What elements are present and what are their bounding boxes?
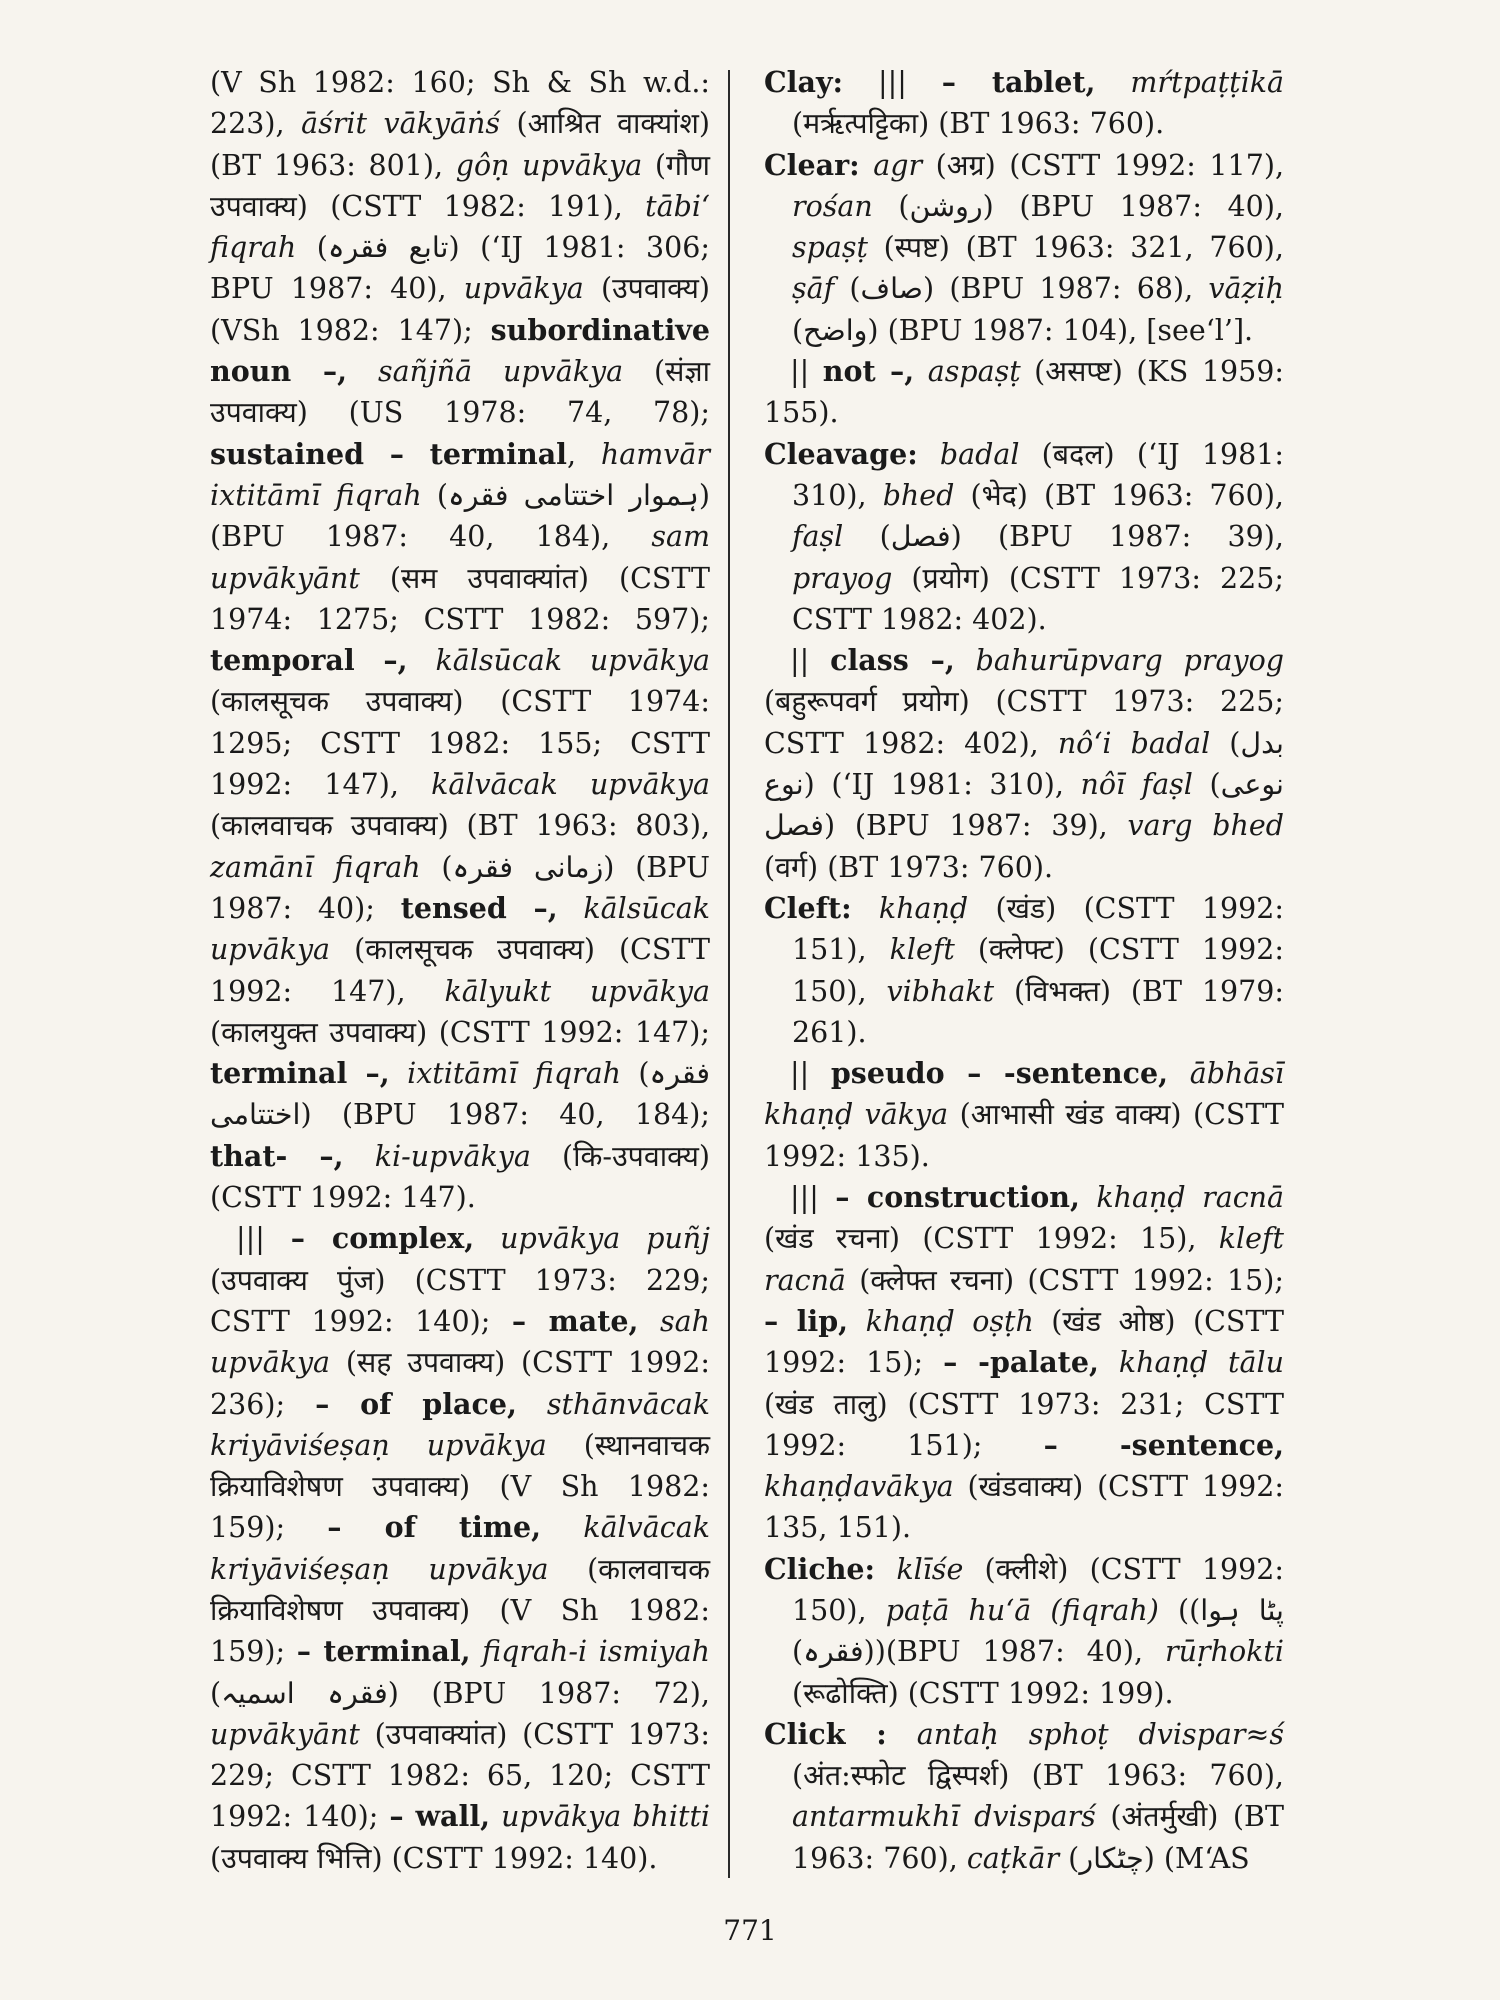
- left-column: [210, 62, 710, 1879]
- left-entry: (V Sh 1982: 160; Sh & Sh w.d.: 223), āśrit vākyāṅś (आश्रित वाक्यांश) (BT 1963: 801), gôṇ upvākya (गौण उपवाक्य) (CSTT 1982: 191), tābi‘ fiqrah (تابع فقرہ) (‘IJ 1981: 306; BPU 1987: 40), upvākya (उपवाक्य) (VSh 1982: 147); subordinative noun –, sañjñā upvākya (संज्ञा उपवाक्य) (US 1978: 74, 78); sustained – terminal, hamvār ixtitāmī fiqrah (ہموار اختتامی فقرہ) (BPU 1987: 40, 184), sam upvākyānt (सम उपवाक्यांत) (CSTT 1974: 1275; CSTT 1982: 597); temporal –, kālsūcak upvākya (कालसूचक उपवाक्य) (CSTT 1974: 1295; CSTT 1982: 155; CSTT 1992: 147), kālvācak upvākya (कालवाचक उपवाक्य) (BT 1963: 803), zamānī fiqrah (زمانی فقرہ) (BPU 1987: 40); tensed –, kālsūcak upvākya (कालसूचक उपवाक्य) (CSTT 1992: 147), kālyukt upvākya (कालयुक्त उपवाक्य) (CSTT 1992: 147); terminal –, ixtitāmī fiqrah (فقرہ اختتامی) (BPU 1987: 40, 184); that- –, ki-upvākya (कि-उपवाक्य) (CSTT 1992: 147).: [210, 66, 711, 1215]
- right-entry: || class –, bahurūpvarg prayog (बहुरूपवर्ग प्रयोग) (CSTT 1973: 225; CSTT 1982: 402), nô‘i badal (بدل نوع) (‘IJ 1981: 310), nôī faṣl (نوعی فصل) (BPU 1987: 39), varg bhed (वर्ग) (BT 1973: 760).: [764, 643, 1285, 884]
- right-entry: Cleavage: badal (बदल) (‘IJ 1981: 310), bhed (भेद) (BT 1963: 760), faṣl (فصل) (BPU 1987: 39), prayog (प्रयोग) (CSTT 1973: 225; CSTT 1982: 402).: [764, 436, 1285, 636]
- right-entry: Cleft: khaṇḍ (खंड) (CSTT 1992: 151), kleft (क्लेफ्ट) (CSTT 1992: 150), vibhakt (विभक्त) (BT 1979: 261).: [764, 890, 1285, 1049]
- right-column: [764, 62, 1284, 1879]
- page-number: 771: [723, 1914, 777, 1947]
- right-entry: ||| – construction, khaṇḍ racnā (खंड रचना) (CSTT 1992: 15), kleft racnā (क्लेफ्त रचना) (CSTT 1992: 15); – lip, khaṇḍ oṣṭh (खंड ओष्ठ) (CSTT 1992: 15); – -palate, khaṇḍ tālu (खंड तालु) (CSTT 1973: 231; CSTT 1992: 151); – -sentence, khaṇḍavākya (खंडवाक्य) (CSTT 1992: 135, 151).: [764, 1180, 1285, 1545]
- right-entry: Cliche: klīśe (क्लीशे) (CSTT 1992: 150), paṭā hu‘ā (fiqrah) ((پٹا ہوا (فقرہ))(BPU 1987: 40), rūṛhokti (रूढोक्ति) (CSTT 1992: 199).: [764, 1551, 1284, 1710]
- right-entry: || pseudo – -sentence, ābhāsī khaṇḍ vākya (आभासी खंड वाक्य) (CSTT 1992: 135).: [764, 1056, 1285, 1173]
- right-entry: Clay: ||| – tablet, mŕtpaṭṭikā (मरृत्पट्टिका) (BT 1963: 760).: [764, 65, 1285, 141]
- right-entry: || not –, aspaṣṭ (असप्ष्ट) (KS 1959: 155).: [764, 354, 1284, 430]
- left-entry: ||| – complex, upvākya puñj (उपवाक्य पुंज) (CSTT 1973: 229; CSTT 1992: 140); – mate, sah upvākya (सह उपवाक्य) (CSTT 1992: 236); – of place, sthānvācak kriyāviśeṣaṇ upvākya (स्थानवाचक क्रियाविशेषण उपवाक्य) (V Sh 1982: 159); – of time, kālvācak kriyāviśeṣaṇ upvākya (कालवाचक क्रियाविशेषण उपवाक्य) (V Sh 1982: 159); – terminal, fiqrah-i ismiyah (فقرہ اسمیہ) (BPU 1987: 72), upvākyānt (उपवाक्यांत) (CSTT 1973: 229; CSTT 1982: 65, 120; CSTT 1992: 140); – wall, upvākya bhitti (उपवाक्य भित्ति) (CSTT 1992: 140).: [210, 1221, 711, 1875]
- right-entry: Clear: agr (अग्र) (CSTT 1992: 117), rośan (روشن) (BPU 1987: 40), spaṣṭ (स्पष्ट) (BT 1963: 321, 760), ṣāf (صاف) (BPU 1987: 68), vāẓiḥ (واضح) (BPU 1987: 104), [see‘l’].: [764, 147, 1285, 347]
- right-entry: Click : antaḥ sphoṭ dvispar≈ś (अंत:स्फोट द्विस्पर्श) (BT 1963: 760), antarmukhī dvisparś (अंतर्मुखी) (BT 1963: 760), caṭkār (چٹکار) (M‘AS: [764, 1716, 1284, 1875]
- column-divider: [728, 70, 730, 1878]
